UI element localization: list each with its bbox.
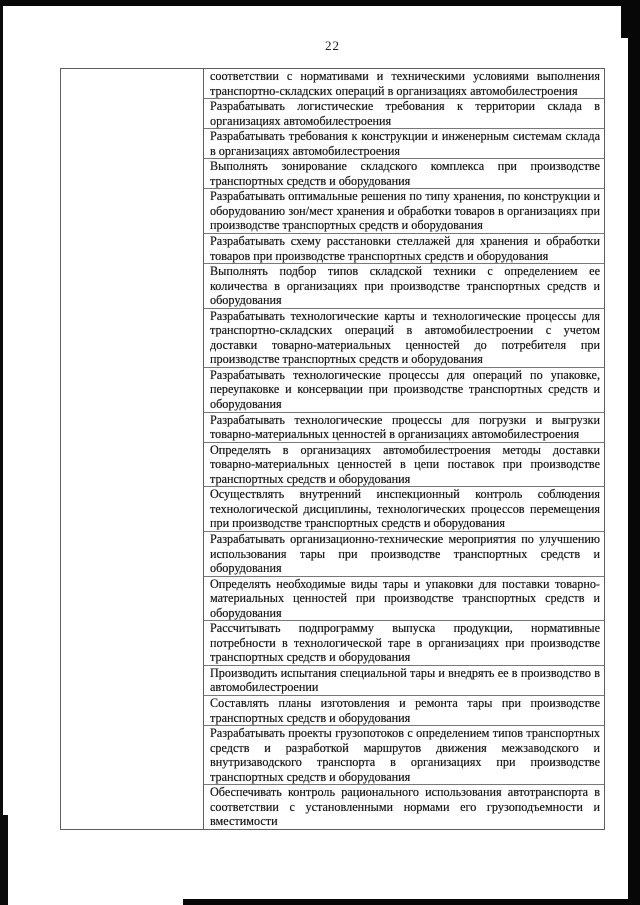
scan-edge-bottom-bar (183, 899, 640, 905)
scan-edge-left-line (0, 6, 3, 905)
table-row: Выполнять зонирование складского комплекса при производстве транспортных средств и оборудования (204, 159, 604, 189)
scan-edge-left-bottom-line (0, 815, 8, 905)
table-row: Производить испытания специальной тары и внедрять ее в производство в автомобилестроении (204, 666, 604, 696)
scan-edge-right-bar (628, 6, 640, 905)
table-row: Выполнять подбор типов складской техники с определением ее количества в организациях при производстве транспортных средств и оборудования (204, 264, 604, 309)
table-row: Определять в организациях автомобилестроения методы доставки товарно-материальных ценностей в цепи поставок при производстве транспортных средств и оборудования (204, 443, 604, 488)
table-row: Рассчитывать подпрограмму выпуска продукции, нормативные потребности в технологической таре в организациях при производстве транспортных средств и оборудования (204, 621, 604, 666)
table-row: Обеспечивать контроль рационального использования автотранспорта в соответствии с установленными нормами его грузоподъемности и вместимости (210, 785, 600, 829)
table-row: Разрабатывать технологические процессы для погрузки и выгрузки товарно-материальных ценностей в организациях автомобилестроения (204, 413, 604, 443)
table-row: Составлять планы изготовления и ремонта тары при производстве транспортных средств и оборудования (204, 696, 604, 726)
table-row: Осуществлять внутренний инспекционный контроль соблюдения технологической дисциплины, технологических процессов перемещения при производстве транспортных средств и оборудования (204, 487, 604, 532)
table-row: Разрабатывать организационно-технические мероприятия по улучшению использования тары при производстве транспортных средств и оборудования (204, 532, 604, 577)
table-row: Разрабатывать технологические процессы для операций по упаковке, переупаковке и консервации при производстве транспортных средств и оборудования (204, 368, 604, 413)
table-row: Разрабатывать оптимальные решения по типу хранения, по конструкции и оборудованию зон/мест хранения и обработки товаров в организациях при производстве транспортных средств и оборудования (204, 189, 604, 234)
table-task-rows (204, 69, 604, 829)
table-row: Разрабатывать требования к конструкции и инженерным системам склада в организациях автомобилестроения (204, 129, 604, 159)
table-row: Разрабатывать технологические карты и технологические процессы для транспортно-складских операций в автомобилестроении с учетом доставки товарно-материальных ценностей до потребителя при производстве транспортных средств и оборудования (204, 309, 604, 368)
table-left-column-cell (61, 69, 204, 829)
page-number: 22 (325, 38, 340, 53)
table-row: соответствии с нормативами и техническими условиями выполнения транспортно-складских операций в организациях автомобилестроения (204, 69, 604, 99)
table-row: Разрабатывать схему расстановки стеллажей для хранения и обработки товаров при производстве транспортных средств и оборудования (204, 234, 604, 264)
scan-edge-right-top-patch (621, 6, 640, 38)
table-row: Разрабатывать проекты грузопотоков с определением типов транспортных средств и разработкой маршрутов движения межзаводского и внутризаводского транспорта в организациях при производстве транспортных средств и оборудования (204, 726, 604, 785)
document-table (60, 68, 605, 830)
scan-edge-top-bar (0, 0, 640, 6)
table-row: Определять необходимые виды тары и упаковки для поставки товарно-материальных ценностей при производстве транспортных средств и оборудования (204, 577, 604, 622)
table-row: Разрабатывать логистические требования к территории склада в организациях автомобилестроения (204, 99, 604, 129)
